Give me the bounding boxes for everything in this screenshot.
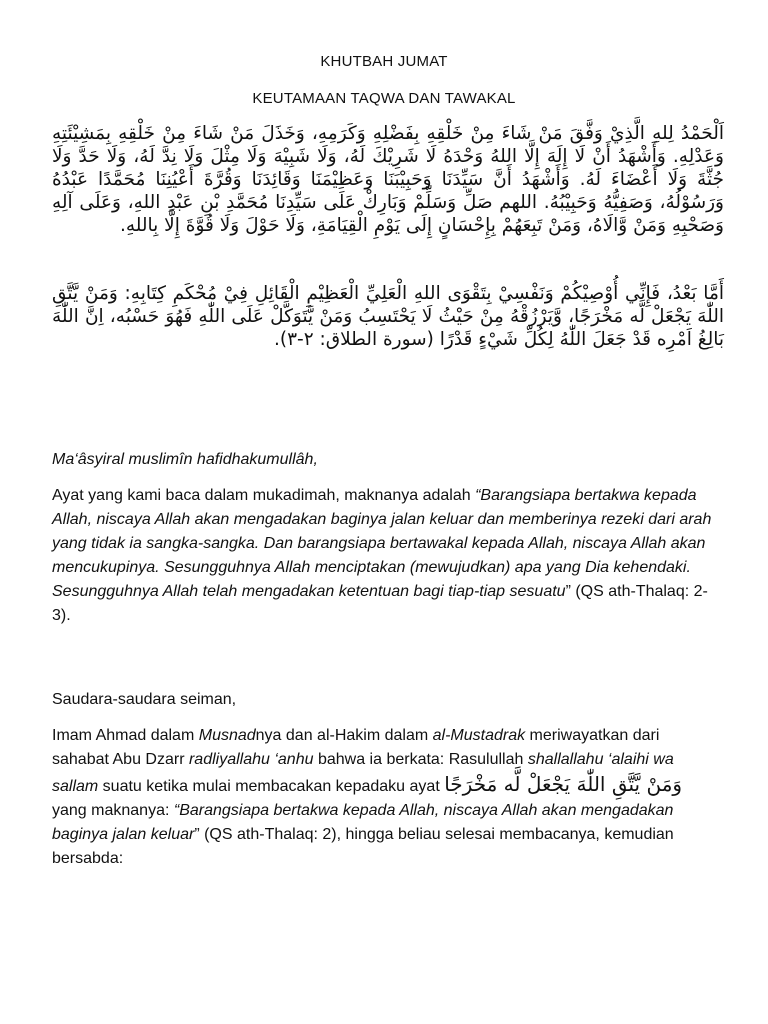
document-title: KHUTBAH JUMAT bbox=[320, 53, 448, 70]
imam-text-1: Imam Ahmad dalam bbox=[52, 727, 199, 744]
salutation-text: Ma‘âsyiral muslimîn hafidhakumullâh, bbox=[52, 451, 318, 468]
ayat-intro-text: Ayat yang kami baca dalam mukadimah, maknanya adalah bbox=[52, 487, 476, 504]
paragraph-imam-ahmad bbox=[52, 724, 716, 871]
radliyallahu-phrase: radliyallahu ‘anhu bbox=[188, 751, 314, 768]
saudara-salutation: Saudara-saudara seiman, bbox=[52, 691, 237, 708]
arabic-opening-paragraph: اَلْحَمْدُ لِلهِ الَّذِيْ وَفَّقَ مَنْ شَاءَ مِنْ خَلْقِهِ بِفَضْلِهِ وَكَرَمِهِ، وَخَذَلَ مَنْ شَاءَ مِنْ خَلْقِهِ بِمَشِيْئَتِهِ وَعَدْلِهِ. وَأَشْهَدُ أَنْ لَا إِلَهَ إِلَّا اللهُ وَحْدَهُ لَا شَرِيْكَ لَهُ، وَلَا شَبِيْهَ وَلَا مِثْلَ وَلَا نِدَّ لَهُ، وَلَا حَدَّ وَلَا جُثَّةَ وَلَا أَعْضَاءَ لَهُ. وَأَشْهَدُ أَنَّ سَيِّدَنَا وَحَبِيْبَنَا وَعَظِيْمَنَا وَقَائِدَنَا وَقُرَّةَ أَعْيُنِنَا مُحَمَّدًا عَبْدُهُ وَرَسُوْلُهُ، وَصَفِيُّهُ وَحَبِيْبُهُ. اللهم صَلِّ وَسَلِّمْ وَبَارِكْ عَلَى سَيِّدِنَا مُحَمَّدِ بْنِ عَبْدِ اللهِ، وَعَلَى آلِهِ وَصَحْبِهِ وَمَنْ وَّالَاهُ، وَمَنْ تَبِعَهُمْ بِإِحْسَانٍ إِلَى يَوْمِ الْقِيَامَةِ، وَلَا حَوْلَ وَلَا قُوَّةَ إِلَّا بِاللهِ. bbox=[52, 123, 724, 236]
salutation bbox=[52, 448, 716, 472]
mustadrak-title: al-Mustadrak bbox=[432, 727, 526, 744]
document-subtitle: KEUTAMAAN TAQWA DAN TAWAKAL bbox=[252, 90, 516, 107]
ayat-reference-text: ” (QS ath-Thalaq: 2-3). bbox=[52, 583, 708, 624]
imam-text-6: yang maknanya: bbox=[52, 802, 174, 819]
imam-text-5: suatu ketika mulai membacakan kepadaku ayat bbox=[98, 778, 445, 795]
inline-arabic-ayat: وَمَنْ يَّتَّقِ اللّٰهَ يَجْعَلْ لَّه مَخْرَجًا bbox=[444, 772, 683, 796]
ayat-quote-text: “Barangsiapa bertakwa kepada Allah, niscaya Allah akan mengadakan baginya jalan keluar dan memberinya rezeki dari arah yang tidak ia sangka-sangka. Dan barangsiapa bertawakal kepada Allah, niscaya Allah akan mencukupinya. Sesungguhnya Allah menciptakan (mewujudkan) apa yang Dia kehendaki. Sesungguhnya Allah telah mengadakan ketentuan bagi tiap-tiap sesuatu bbox=[52, 487, 712, 600]
musnad-title: Musnad bbox=[198, 727, 256, 744]
imam-text-7: ” (QS ath-Thalaq: 2), hingga beliau selesai membacanya, kemudian bersabda: bbox=[52, 826, 674, 867]
imam-text-2: nya dan al-Hakim dalam bbox=[255, 727, 433, 744]
paragraph-ayat-meaning bbox=[52, 484, 716, 628]
imam-text-4: bahwa ia berkata: Rasulullah bbox=[313, 751, 528, 768]
imam-quote-text: “Barangsiapa bertakwa kepada Allah, niscaya Allah akan mengadakan baginya jalan keluar bbox=[52, 802, 674, 843]
imam-text-3: meriwayatkan dari sahabat Abu Dzarr bbox=[52, 727, 660, 768]
shallallahu-phrase: shallallahu ‘alaihi wa sallam bbox=[52, 751, 674, 795]
arabic-amma-badu-paragraph: أَمَّا بَعْدُ، فَإِنِّي أُوْصِيْكُمْ وَنَفْسِيْ بِتَقْوَى اللهِ الْعَلِيِّ الْعَظِيْمِ الْقَائِلِ فِيْ مُحْكَمِ كِتَابِهِ: وَمَنْ يَّتَّقِ اللّٰهَ يَجْعَلْ لَّه مَخْرَجًا، وَّيَرْزُقْهُ مِنْ حَيْثُ لَا يَحْتَسِبُ وَمَنْ يَّتَوَكَّلْ عَلَى اللّٰهِ فَهُوَ حَسْبُه، اِنَّ اللّٰهَ بَالِغُ اَمْرِه قَدْ جَعَلَ اللّٰهُ لِكُلِّ شَيْءٍ قَدْرًا (سورة الطلاق: ٢-٣). bbox=[52, 283, 724, 350]
